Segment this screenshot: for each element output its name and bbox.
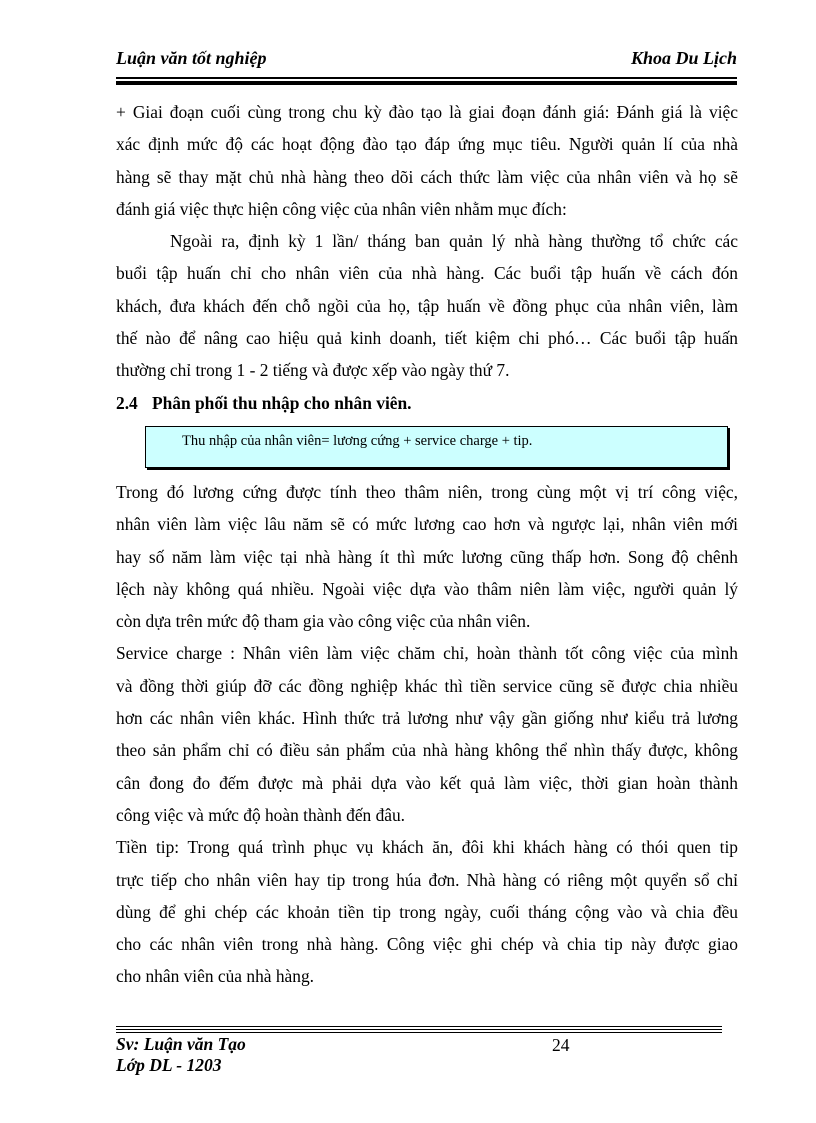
- paragraph-line: khách, đưa khách đến chỗ ngồi của họ, tập huấn về đồng phục của nhân viên, làm: [116, 295, 738, 316]
- footer-rule: [116, 1026, 722, 1027]
- paragraph-line: hơn các nhân viên khác. Hình thức trả lương như vậy gần giống như kiểu trả lương: [116, 708, 738, 729]
- formula-text: Thu nhập của nhân viên= lương cứng + service charge + tip.: [182, 433, 533, 449]
- header-rule-thick: [116, 81, 737, 85]
- paragraph-line: cho các nhân viên trong nhà hàng. Công việc ghi chép và chia tip này được giao: [116, 934, 738, 955]
- paragraph-line: hàng sẽ thay mặt chủ nhà hàng theo dõi cách thức làm việc của nhân viên và họ sẽ: [116, 166, 738, 187]
- paragraph-line: thế nào để nâng cao hiệu quả kinh doanh, tiết kiệm chi phó… Các buổi tập huấn: [116, 328, 738, 349]
- paragraph-line: Tiền tip: Trong quá trình phục vụ khách ăn, đôi khi khách hàng có thói quen tip: [116, 837, 738, 858]
- paragraph-line: theo sản phẩm chỉ có điều sản phẩm của nhà hàng không thể nhìn thấy được, không: [116, 740, 738, 761]
- section-number: 2.4: [116, 392, 138, 413]
- page-number: 24: [552, 1035, 570, 1055]
- paragraph-line: Trong đó lương cứng được tính theo thâm niên, trong cùng một vị trí công việc,: [116, 482, 738, 502]
- section-title: Phân phối thu nhập cho nhân viên.: [152, 392, 412, 413]
- paragraph-line: đánh giá việc thực hiện công việc của nhân viên nhằm mục đích:: [116, 198, 567, 219]
- footer-student: Sv: Luận văn Tạo: [116, 1034, 246, 1054]
- paragraph-line: cân đong đo đếm được mà phải dựa vào kết quả làm việc, thời gian hoàn thành: [116, 772, 738, 793]
- header-title: Luận văn tốt nghiệp: [116, 48, 267, 68]
- paragraph-line: nhân viên làm việc lâu năm sẽ có mức lương cao hơn và ngược lại, nhân viên mới: [116, 514, 738, 535]
- header-rule: [116, 77, 737, 79]
- paragraph-line: xác định mức độ các hoạt động đào tạo đáp ứng mục tiêu. Người quản lí của nhà: [116, 134, 738, 155]
- header-faculty: Khoa Du Lịch: [630, 48, 737, 68]
- formula-box: [145, 426, 728, 468]
- paragraph-line: hay số năm làm việc tại nhà hàng ít thì mức lương cũng thấp hơn. Song độ chênh: [116, 546, 738, 567]
- paragraph-line: + Giai đoạn cuối cùng trong chu kỳ đào tạo là giai đoạn đánh giá: Đánh giá là việc: [116, 102, 738, 122]
- paragraph-line: buổi tập huấn chỉ cho nhân viên của nhà hàng. Các buổi tập huấn về cách đón: [116, 263, 738, 284]
- footer-class: Lớp DL - 1203: [116, 1055, 222, 1075]
- paragraph-line: Service charge : Nhân viên làm việc chăm chỉ, hoàn thành tốt công việc của mình: [116, 643, 738, 664]
- paragraph-line: lệch này không quá nhiều. Ngoài việc dựa vào thâm niên làm việc, người quản lý: [116, 578, 738, 599]
- paragraph-line: trực tiếp cho nhân viên hay tip trong húa đơn. Nhà hàng có riêng một quyển sổ chỉ: [116, 869, 738, 890]
- body-bottom: [116, 476, 738, 993]
- paragraph-line: Ngoài ra, định kỳ 1 lần/ tháng ban quản lý nhà hàng thường tổ chức các: [170, 231, 738, 252]
- paragraph-line: thường chỉ trong 1 - 2 tiếng và được xếp vào ngày thứ 7.: [116, 360, 510, 381]
- paragraph-line: dùng để ghi chép các khoản tiền tip trong ngày, cuối tháng cộng vào và chia đều: [116, 901, 738, 922]
- footer-rule: [116, 1029, 722, 1030]
- paragraph-line: và đồng thời giúp đỡ các đồng nghiệp khác thì tiền service cũng sẽ được chia nhiều: [116, 675, 738, 696]
- body-top: [116, 96, 738, 419]
- paragraph-line: còn dựa trên mức độ tham gia vào công việc của nhân viên.: [116, 611, 531, 632]
- page-header: [116, 48, 737, 72]
- footer-rule: [116, 1032, 722, 1033]
- section-heading: [116, 387, 738, 419]
- paragraph-line: cho nhân viên của nhà hàng.: [116, 966, 314, 987]
- paragraph-line: công việc và mức độ hoàn thành đến đâu.: [116, 804, 406, 825]
